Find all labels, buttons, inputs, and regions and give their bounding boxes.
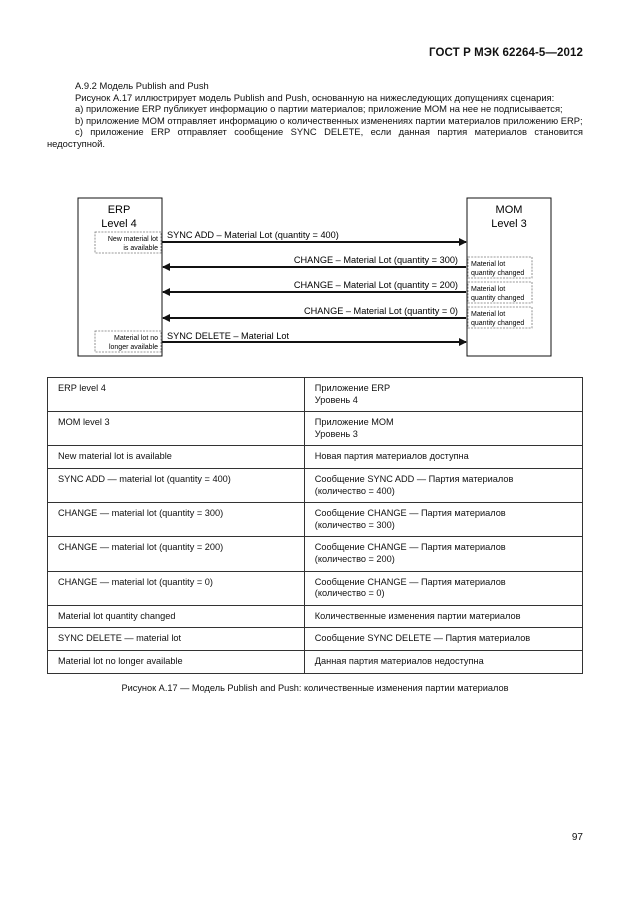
table-row (48, 412, 583, 446)
mom-note-changed-line2: quantity changed (471, 320, 525, 327)
mom-note-changed-line2: quantity changed (471, 295, 525, 302)
table-row (48, 537, 583, 571)
translation-table (47, 377, 583, 674)
mom-title: MOM (495, 204, 523, 216)
page-number: 97 (571, 832, 583, 843)
mom-note-changed-line2: quantity changed (471, 270, 525, 277)
term-english: MOM level 3 (48, 412, 305, 446)
arrow-change-200-label: CHANGE – Material Lot (quantity = 200) (293, 280, 458, 290)
arrow-change-0-label: CHANGE – Material Lot (quantity = 0) (304, 306, 458, 316)
table-row (48, 605, 583, 628)
term-russian-line1: Данная партия материалов недоступна (314, 655, 484, 666)
term-russian (304, 537, 582, 571)
table-row (48, 650, 583, 673)
erp-note-unavailable-line2: longer available (108, 344, 158, 351)
term-english: SYNC DELETE — material lot (48, 628, 305, 651)
figure-caption: Рисунок А.17 — Модель Publish and Push: количественные изменения партии материалов (121, 683, 509, 693)
table-row (48, 628, 583, 651)
erp-title: ERP (107, 204, 131, 216)
sequence-diagram (0, 0, 630, 380)
section-heading: А.9.2 Модель Publish and Push (75, 80, 209, 91)
term-russian (304, 378, 582, 412)
term-russian-line1: Сообщение CHANGE — Партия материалов (314, 508, 506, 519)
table-row (48, 446, 583, 469)
list-item: а) приложение ERP публикует информацию о партии материалов; приложение МОМ на нее не подписывается; (75, 103, 563, 115)
table-row (48, 571, 583, 605)
term-russian (304, 605, 582, 628)
term-russian-line2: Уровень 4 (314, 394, 358, 405)
term-english: Material lot no longer available (48, 650, 305, 673)
arrow-sync-delete-label: SYNC DELETE – Material Lot (167, 331, 290, 341)
term-english: New material lot is available (48, 446, 305, 469)
erp-note-available-line1: New material lot (107, 236, 158, 243)
term-russian-line2: (количество = 0) (314, 588, 385, 599)
term-russian (304, 446, 582, 469)
table-row (48, 503, 583, 537)
term-russian (304, 468, 582, 502)
term-russian-line1: Приложение ERP (314, 383, 391, 393)
table-row (48, 378, 583, 412)
term-russian-line2: (количество = 300) (314, 519, 395, 530)
term-english: CHANGE — material lot (quantity = 200) (48, 537, 305, 571)
term-english: SYNC ADD — material lot (quantity = 400) (48, 468, 305, 502)
term-english: ERP level 4 (48, 378, 305, 412)
list-item: с) приложение ERP отправляет сообщение SYNC DELETE, если данная партия материалов становится недоступной. (47, 126, 583, 149)
list-item: b) приложение МОМ отправляет информацию о количественных изменениях партии материалов приложению ERP; (75, 114, 583, 126)
erp-note-available-line2: is available (123, 245, 158, 252)
term-russian-line1: Сообщение SYNC ADD — Партия материалов (314, 473, 514, 484)
term-russian-line2: Уровень 3 (314, 428, 358, 439)
term-english: CHANGE — material lot (quantity = 300) (48, 503, 305, 537)
term-russian (304, 571, 582, 605)
term-english: CHANGE — material lot (quantity = 0) (48, 571, 305, 605)
term-russian-line1: Сообщение CHANGE — Партия материалов (314, 542, 506, 553)
term-russian (304, 503, 582, 537)
term-russian-line1: Сообщение SYNC DELETE — Партия материалов (314, 633, 531, 644)
mom-note-changed-line1: Material lot (471, 311, 506, 318)
erp-level: Level 4 (101, 218, 137, 230)
table-row (48, 468, 583, 502)
term-russian (304, 628, 582, 651)
term-russian (304, 650, 582, 673)
document-header: ГОСТ Р МЭК 62264-5—2012 (429, 47, 583, 59)
term-russian-line2: (количество = 200) (314, 553, 395, 564)
term-russian-line1: Количественные изменения партии материалов (314, 610, 521, 621)
arrow-change-300-label: CHANGE – Material Lot (quantity = 300) (293, 255, 458, 265)
mom-note-changed-line1: Material lot (471, 261, 506, 268)
term-russian-line2: (количество = 400) (314, 485, 395, 496)
arrow-sync-add-label: SYNC ADD – Material Lot (quantity = 400) (167, 230, 339, 240)
term-russian-line1: Сообщение CHANGE — Партия материалов (314, 576, 506, 587)
intro-paragraph: Рисунок А.17 иллюстрирует модель Publish and Push, основанную на нижеследующих допущениях сценария: (75, 91, 555, 103)
term-russian (304, 412, 582, 446)
erp-note-unavailable-line1: Material lot no (114, 335, 158, 342)
term-russian-line1: Приложение MOM (314, 417, 394, 428)
mom-note-changed-line1: Material lot (471, 286, 506, 293)
term-russian-line1: Новая партия материалов доступна (314, 451, 469, 462)
mom-level: Level 3 (491, 218, 527, 230)
term-english: Material lot quantity changed (48, 605, 305, 628)
